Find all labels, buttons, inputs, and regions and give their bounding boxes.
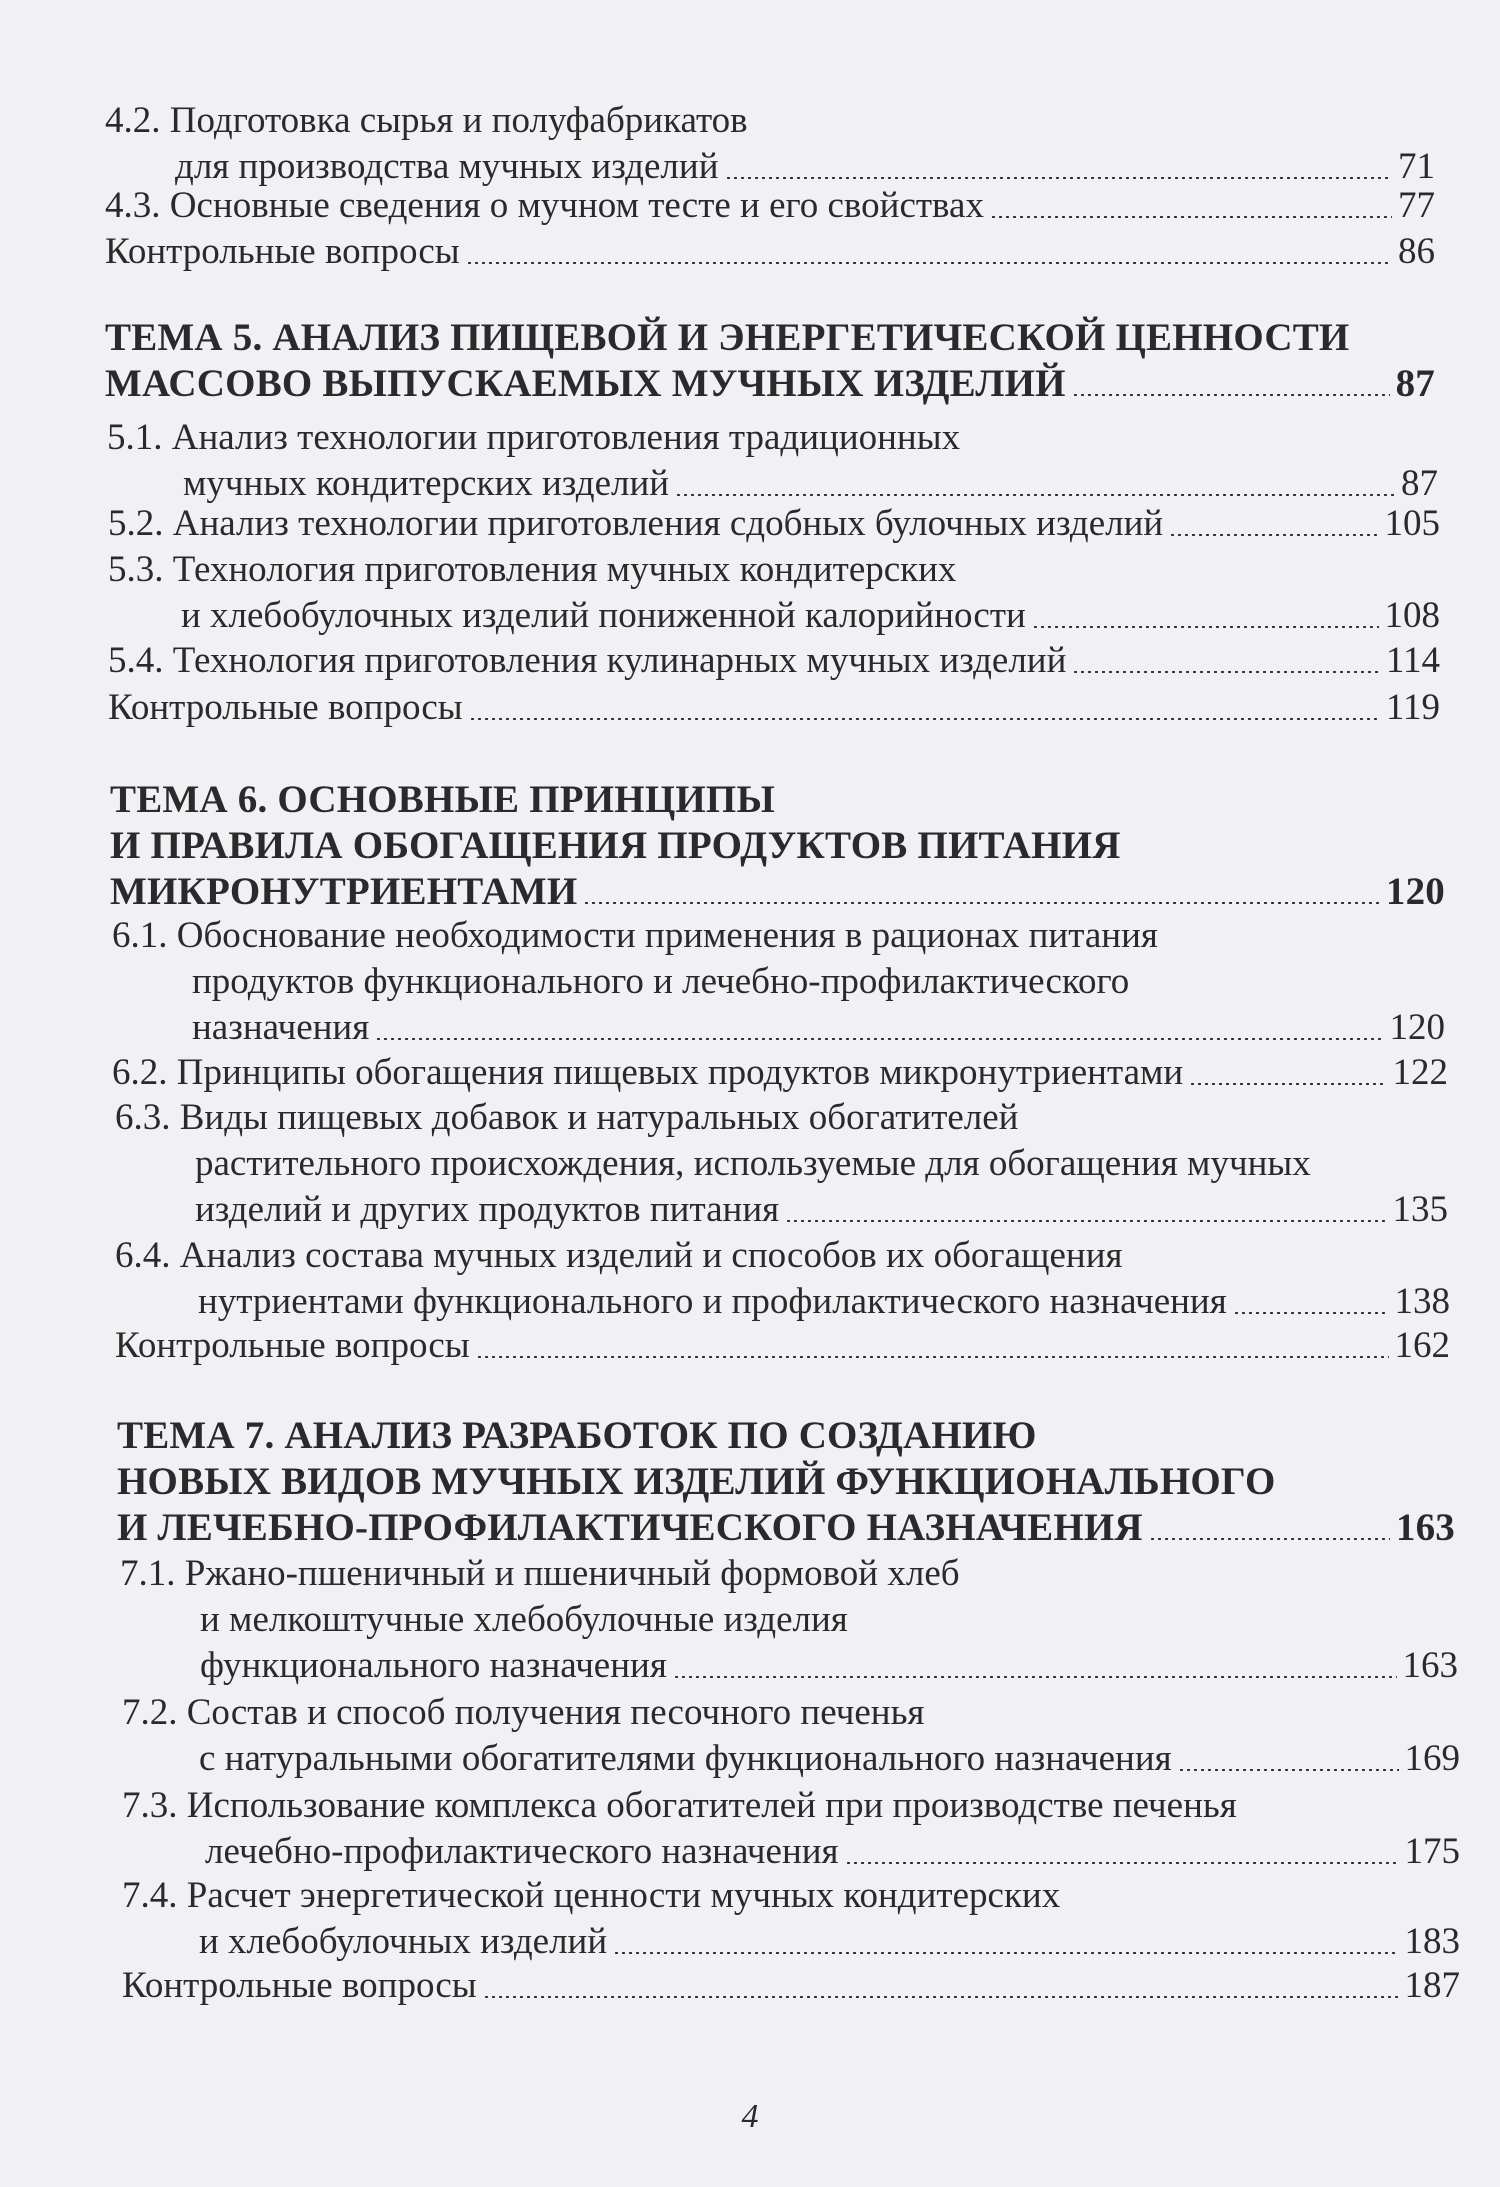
toc-entry-text: растительного происхождения, используемые для обогащения мучных	[195, 1143, 1311, 1184]
dot-leader	[1189, 1083, 1386, 1085]
toc-line	[122, 1690, 1460, 1736]
toc-entry-text: нутриентами функционального и профилактического назначения	[198, 1281, 1227, 1322]
toc-section-entry[interactable]	[122, 1873, 1460, 1965]
dot-leader	[673, 1676, 1397, 1678]
toc-line	[122, 1829, 1460, 1875]
toc-section-entry[interactable]	[115, 1095, 1448, 1233]
toc-entry-text: 6.4. Анализ состава мучных изделий и способов их обогащения	[115, 1235, 1123, 1276]
toc-entry-text: и хлебобулочных изделий пониженной калорийности	[181, 595, 1026, 636]
toc-page-number: 120	[1385, 870, 1445, 913]
toc-page-number: 77	[1398, 185, 1435, 226]
toc-page-number: 135	[1392, 1189, 1448, 1230]
toc-line	[105, 315, 1435, 361]
toc-page-number: 175	[1404, 1831, 1460, 1872]
toc-line	[108, 501, 1440, 547]
dot-leader	[1149, 1538, 1390, 1540]
toc-entry-text: 6.1. Обоснование необходимости применения в рационах питания	[112, 915, 1158, 956]
toc-entry-text: назначения	[192, 1007, 370, 1048]
toc-line	[110, 777, 1445, 823]
toc-line	[105, 183, 1435, 229]
dot-leader	[469, 718, 1380, 720]
toc-entry-text: Контрольные вопросы	[122, 1965, 477, 2006]
dot-leader	[845, 1862, 1399, 1864]
dot-leader	[1233, 1312, 1389, 1314]
dot-leader	[1072, 671, 1379, 673]
toc-entry-text: Контрольные вопросы	[105, 231, 460, 272]
toc-entry-text: НОВЫХ ВИДОВ МУЧНЫХ ИЗДЕЛИЙ ФУНКЦИОНАЛЬНОГО	[117, 1460, 1276, 1503]
toc-entry-text: и мелкоштучные хлебобулочные изделия	[200, 1599, 848, 1640]
toc-section-entry[interactable]	[122, 1690, 1460, 1782]
toc-line	[112, 913, 1445, 959]
dot-leader	[1072, 394, 1390, 396]
toc-entry-text: для производства мучных изделий	[175, 146, 719, 187]
toc-entry-text: мучных кондитерских изделий	[183, 463, 670, 504]
dot-leader	[785, 1220, 1386, 1222]
toc-entry-text: 7.2. Состав и способ получения песочного печенья	[122, 1692, 925, 1733]
toc-line	[108, 685, 1440, 731]
toc-page-number: 163	[1395, 1506, 1455, 1549]
toc-section-entry[interactable]	[108, 501, 1440, 547]
toc-entry-text: и хлебобулочных изделий	[199, 1921, 608, 1962]
toc-entry-text: Контрольные вопросы	[108, 687, 463, 728]
dot-leader	[675, 494, 1395, 496]
toc-entry-text: 5.4. Технология приготовления кулинарных мучных изделий	[108, 640, 1067, 681]
toc-entry-text: 7.4. Расчет энергетической ценности мучных кондитерских	[122, 1875, 1061, 1916]
page-number: 4	[741, 2098, 759, 2135]
toc-line	[122, 1873, 1460, 1919]
toc-entry-text: 6.2. Принципы обогащения пищевых продуктов микронутриентами	[112, 1052, 1184, 1093]
toc-section-entry[interactable]	[115, 1233, 1450, 1325]
toc-line	[115, 1323, 1450, 1369]
toc-entry-text: изделий и других продуктов питания	[195, 1189, 780, 1230]
toc-section-entry[interactable]	[105, 183, 1435, 229]
toc-line	[117, 1459, 1455, 1505]
toc-entry-text: продуктов функционального и лечебно-профилактического	[192, 961, 1130, 1002]
toc-review-questions[interactable]	[105, 229, 1435, 275]
dot-leader	[725, 177, 1393, 179]
toc-entry-text: 5.2. Анализ технологии приготовления сдобных булочных изделий	[108, 503, 1164, 544]
toc-review-questions[interactable]	[115, 1323, 1450, 1369]
toc-entry-text: МАССОВО ВЫПУСКАЕМЫХ МУЧНЫХ ИЗДЕЛИЙ	[105, 362, 1066, 405]
toc-entry-text: Контрольные вопросы	[115, 1325, 470, 1366]
toc-page-number: 162	[1394, 1325, 1450, 1366]
toc-line	[105, 98, 1435, 144]
toc-line	[105, 229, 1435, 275]
toc-entry-text: ТЕМА 5. АНАЛИЗ ПИЩЕВОЙ И ЭНЕРГЕТИЧЕСКОЙ ЦЕННОСТИ	[105, 316, 1350, 359]
toc-page-number: 114	[1385, 640, 1440, 681]
toc-section-entry[interactable]	[105, 98, 1435, 190]
toc-section-entry[interactable]	[112, 1050, 1448, 1096]
toc-chapter-heading[interactable]	[105, 315, 1435, 407]
toc-line	[112, 1050, 1448, 1096]
toc-page-number: 87	[1401, 463, 1438, 504]
toc-line	[115, 1141, 1448, 1187]
toc-page-number: 122	[1392, 1052, 1448, 1093]
toc-entry-text: ТЕМА 7. АНАЛИЗ РАЗРАБОТОК ПО СОЗДАНИЮ	[117, 1414, 1037, 1457]
toc-entry-text: 7.1. Ржано-пшеничный и пшеничный формовой хлеб	[120, 1553, 960, 1594]
toc-page-number: 71	[1398, 146, 1435, 187]
dot-leader	[1169, 534, 1378, 536]
toc-line	[112, 959, 1445, 1005]
toc-entry-text: функционального назначения	[200, 1645, 667, 1686]
toc-line	[105, 361, 1435, 407]
toc-line	[120, 1643, 1458, 1689]
toc-line	[120, 1551, 1458, 1597]
toc-line	[110, 823, 1445, 869]
dot-leader	[990, 216, 1392, 218]
dot-leader	[476, 1356, 1389, 1358]
toc-section-entry[interactable]	[112, 913, 1445, 1051]
toc-line	[112, 1005, 1445, 1051]
toc-page-number: 108	[1384, 595, 1440, 636]
toc-line	[115, 1233, 1450, 1279]
toc-line	[117, 1505, 1455, 1551]
toc-entry-text: 5.3. Технология приготовления мучных кондитерских	[108, 549, 957, 590]
toc-line	[120, 1597, 1458, 1643]
dot-leader	[1032, 626, 1379, 628]
toc-page-number: 138	[1394, 1281, 1450, 1322]
toc-line	[110, 869, 1445, 915]
toc-line	[115, 1279, 1450, 1325]
toc-entry-text: с натуральными обогатителями функционального назначения	[199, 1738, 1172, 1779]
toc-section-entry[interactable]	[122, 1783, 1460, 1875]
toc-section-entry[interactable]	[108, 638, 1440, 684]
dot-leader	[466, 262, 1392, 264]
toc-section-entry[interactable]	[108, 547, 1440, 639]
toc-page-number: 183	[1404, 1921, 1460, 1962]
toc-page-number: 87	[1395, 362, 1435, 405]
toc-entry-text: 4.3. Основные сведения о мучном тесте и его свойствах	[105, 185, 984, 226]
toc-review-questions[interactable]	[122, 1963, 1460, 2009]
toc-entry-text: И ПРАВИЛА ОБОГАЩЕНИЯ ПРОДУКТОВ ПИТАНИЯ	[110, 824, 1121, 867]
toc-line	[122, 1736, 1460, 1782]
toc-entry-text: лечебно-профилактического назначения	[205, 1831, 839, 1872]
toc-page-number: 86	[1398, 231, 1435, 272]
toc-page-number: 169	[1404, 1738, 1460, 1779]
toc-entry-text: ТЕМА 6. ОСНОВНЫЕ ПРИНЦИПЫ	[110, 778, 775, 821]
toc-page-number: 105	[1384, 503, 1440, 544]
dot-leader	[483, 1996, 1399, 1998]
toc-chapter-heading[interactable]	[117, 1413, 1455, 1551]
toc-line	[115, 1095, 1448, 1141]
toc-review-questions[interactable]	[108, 685, 1440, 731]
toc-entry-text: 5.1. Анализ технологии приготовления традиционных	[107, 417, 961, 458]
toc-line	[122, 1919, 1460, 1965]
toc-line	[108, 638, 1440, 684]
toc-entry-text: 4.2. Подготовка сырья и полуфабрикатов	[105, 100, 748, 141]
toc-line	[108, 593, 1440, 639]
toc-entry-text: 6.3. Виды пищевых добавок и натуральных обогатителей	[115, 1097, 1019, 1138]
toc-page-number: 163	[1402, 1645, 1458, 1686]
toc-chapter-heading[interactable]	[110, 777, 1445, 915]
toc-entry-text: И ЛЕЧЕБНО-ПРОФИЛАКТИЧЕСКОГО НАЗНАЧЕНИЯ	[117, 1506, 1143, 1549]
toc-line	[108, 547, 1440, 593]
toc-line	[107, 415, 1438, 461]
toc-entry-text: 7.3. Использование комплекса обогатителей при производстве печенья	[122, 1785, 1237, 1826]
toc-line	[115, 1187, 1448, 1233]
toc-page-number: 119	[1385, 687, 1440, 728]
dot-leader	[375, 1038, 1383, 1040]
toc-section-entry[interactable]	[107, 415, 1438, 507]
toc-line	[117, 1413, 1455, 1459]
toc-section-entry[interactable]	[120, 1551, 1458, 1689]
toc-line	[122, 1783, 1460, 1829]
toc-page-number: 187	[1404, 1965, 1460, 2006]
toc-page-number: 120	[1389, 1007, 1445, 1048]
dot-leader	[1178, 1769, 1399, 1771]
toc-line	[122, 1963, 1460, 2009]
dot-leader	[613, 1952, 1398, 1954]
toc-entry-text: МИКРОНУТРИЕНТАМИ	[110, 870, 578, 913]
dot-leader	[583, 902, 1379, 904]
